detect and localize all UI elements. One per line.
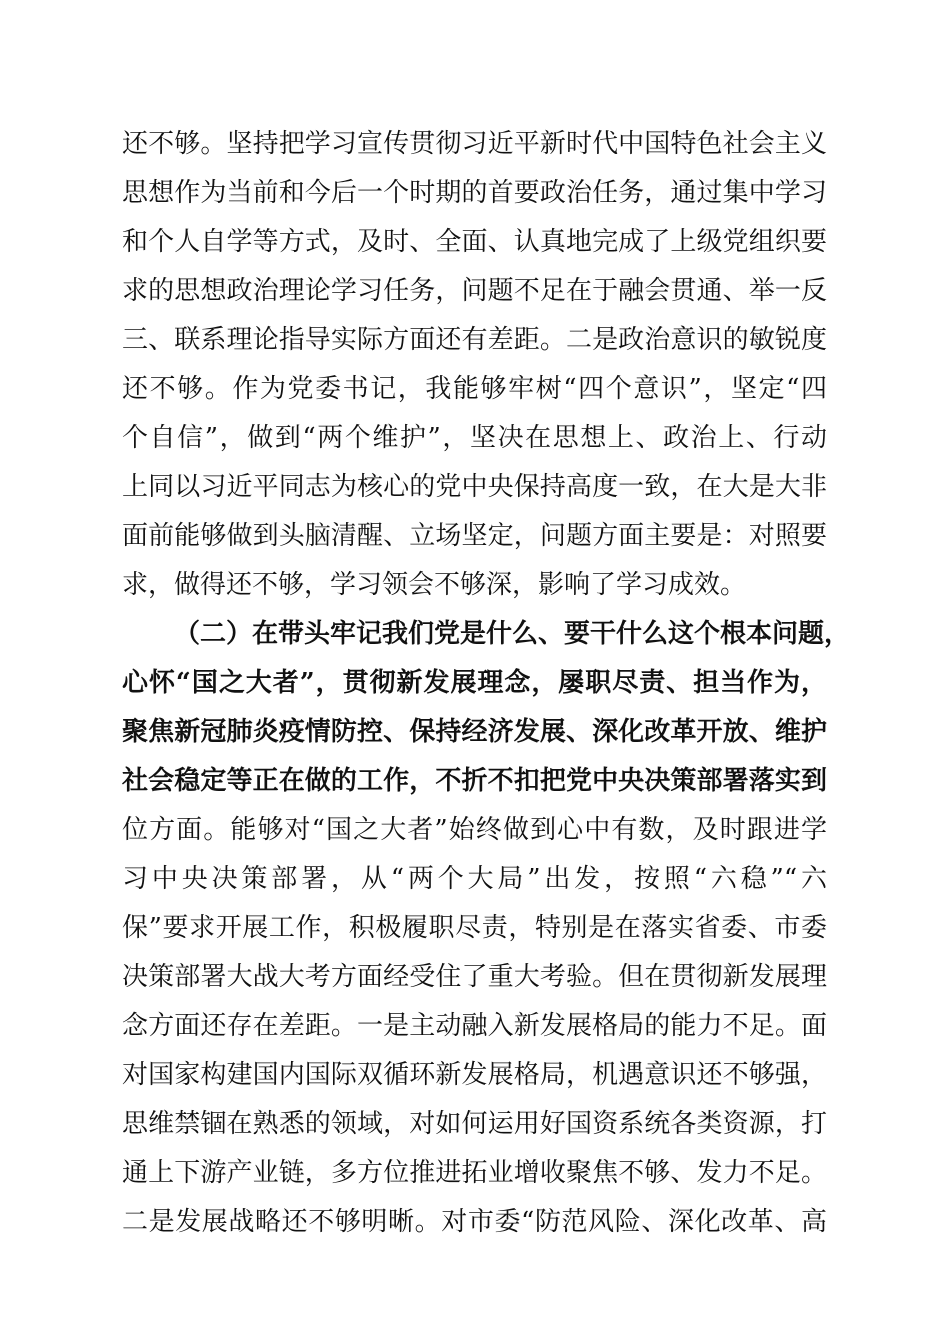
- section-heading-line: 社会稳定等正在做的工作，不折不扣把党中央决策部署落实到: [122, 766, 827, 796]
- text-line: 上同以习近平同志为核心的党中央保持高度一致，在大是大非: [122, 472, 827, 502]
- text-line: 对国家构建国内国际双循环新发展格局，机遇意识还不够强，: [122, 1060, 827, 1090]
- text-line: 个自信”，做到“两个维护”，坚决在思想上、政治上、行动: [122, 423, 827, 453]
- text-line: 习中央决策部署，从“两个大局”出发，按照“六稳”“六: [122, 864, 827, 894]
- text-line: 还不够。作为党委书记，我能够牢树“四个意识”，坚定“四: [122, 374, 827, 404]
- text-line: 三、联系理论指导实际方面还有差距。二是政治意识的敏锐度: [122, 325, 827, 355]
- text-line: 思维禁锢在熟悉的领域，对如何运用好国资系统各类资源，打: [122, 1109, 827, 1139]
- section-heading-line: 心怀“国之大者”，贯彻新发展理念，屡职尽责、担当作为，: [122, 668, 827, 698]
- text-line: 位方面。能够对“国之大者”始终做到心中有数，及时跟进学: [122, 815, 827, 845]
- document-body: [122, 120, 851, 1247]
- section-heading-line: （二）在带头牢记我们党是什么、要干什么这个根本问题，: [174, 619, 851, 649]
- text-line: 决策部署大战大考方面经受住了重大考验。但在贯彻新发展理: [122, 962, 827, 992]
- text-line: 二是发展战略还不够明晰。对市委“防范风险、深化改革、高: [122, 1207, 827, 1237]
- text-line: 还不够。坚持把学习宣传贯彻习近平新时代中国特色社会主义: [122, 129, 827, 159]
- text-line: 念方面还存在差距。一是主动融入新发展格局的能力不足。面: [122, 1011, 827, 1041]
- section-heading-line: 聚焦新冠肺炎疫情防控、保持经济发展、深化改革开放、维护: [122, 717, 827, 747]
- text-line: 和个人自学等方式，及时、全面、认真地完成了上级党组织要: [122, 227, 827, 257]
- text-line: 保”要求开展工作，积极履职尽责，特别是在落实省委、市委: [122, 913, 827, 943]
- text-line: 求的思想政治理论学习任务，问题不足在于融会贯通、举一反: [122, 276, 827, 306]
- text-line: 思想作为当前和今后一个时期的首要政治任务，通过集中学习: [122, 178, 827, 208]
- text-line: 面前能够做到头脑清醒、立场坚定，问题方面主要是：对照要: [122, 521, 827, 551]
- text-line: 求，做得还不够，学习领会不够深，影响了学习成效。: [122, 570, 747, 600]
- text-line: 通上下游产业链，多方位推进拓业增收聚焦不够、发力不足。: [122, 1158, 827, 1188]
